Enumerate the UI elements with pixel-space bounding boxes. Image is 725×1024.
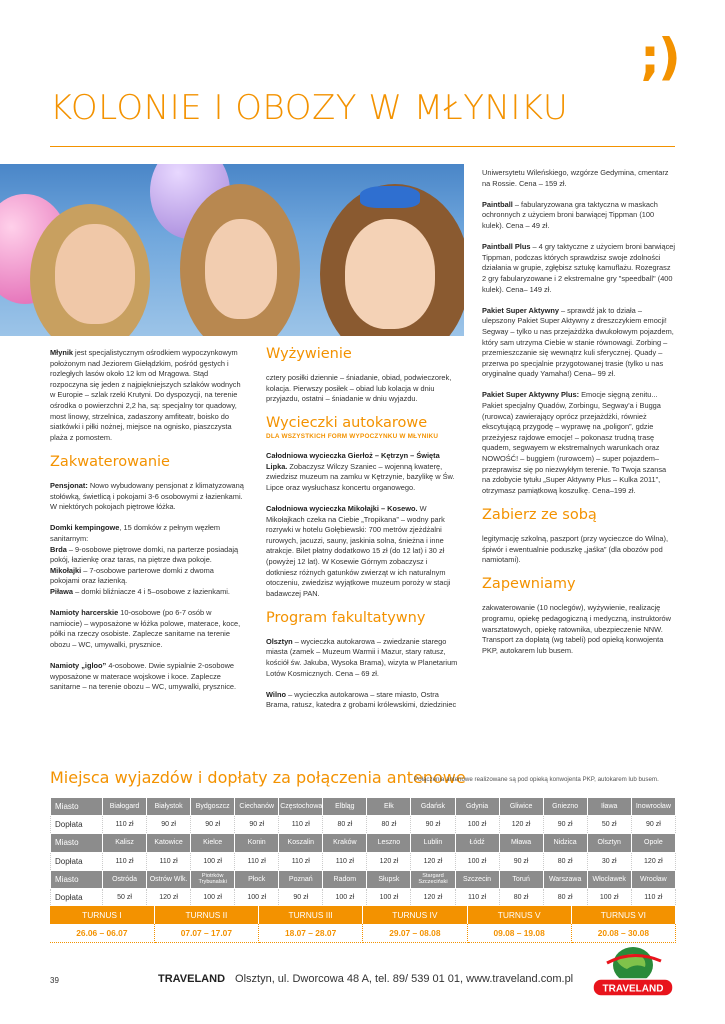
city-cell: Ciechanów [235, 798, 279, 816]
olsztyn-text: – wycieczka autokarowa – zwiedzanie starego miasta (zamek – Muzeum Warmii i Mazur, stary ratusz, kościół św. Jakuba, Wysoka Brama), wizyta w Planetarium Lotów Kosmicznych. Cena – 69 zł. [266, 636, 458, 678]
pakiet-plus-text: Emocje sięgną zenitu... Pakiet specjalny Quadów, Zorbingu, Segway'a i Bugga (rurowca) zawierający oprócz przejażdżki, również ekscytującą przygodę – wyprawę na „poligon”, gdzie przeżyjesz rajdowe emocje! – pokonasz trudną trasę quadem, segwayem w ekstremalnych warunkach oraz NOWOŚĆ! – buggiem (rurowcem) – super pojazdem– przeprawisz się po niezwykłym terenie. To Twoja szansa na zdobycie tytułu „Super Aktywny Plus – Kulka 2011”, otrzymasz pamiątkową koszulkę. Cena–199 zł. [482, 390, 667, 495]
turnus-label: TURNUS VI [571, 906, 675, 924]
turnus-table [50, 906, 676, 943]
wilno-text: – wycieczka autokarowa – stare miasto, Ostra Brama, ratusz, katedra z grobami królewskimi, dziedziniec [266, 689, 457, 710]
price-cell: 80 zł [323, 816, 367, 834]
price-cell: 100 zł [367, 888, 411, 906]
price-cell: 100 zł [587, 888, 631, 906]
turnus-label: TURNUS IV [363, 906, 467, 924]
heading-zapewniamy: Zapewniamy [482, 576, 576, 593]
price-cell: 80 zł [543, 888, 587, 906]
city-cell: Elbląg [323, 798, 367, 816]
city-cell: Gdańsk [411, 798, 455, 816]
paintball-text: – fabularyzowana gra taktyczna w maskach ochronnych z użyciem broni barwiącej Tippman (100 kulek). Cena – 49 zł. [482, 199, 658, 230]
turnus-dates: 26.06 – 06.07 [50, 924, 154, 942]
emoticon-logo: ;) [640, 28, 679, 86]
wyzywienie-text: cztery posiłki dziennie – śniadanie, obiad, podwieczorek, kolacja. Pierwszy posiłek – obiad lub kolacja w dniu przyjazdu, ostatni – śniadanie w dniu wyjazdu. [266, 373, 452, 404]
city-row-label: Miasto [51, 834, 103, 852]
mikolajki-text: – 7-osobowe parterowe domki z dwoma pokojami oraz łazienką. [50, 565, 214, 586]
city-cell: Olsztyn [587, 834, 631, 852]
pilawa-text: – domki bliźniacze 4 i 5–osobowe z łazienkami. [73, 586, 230, 596]
city-cell: Bydgoszcz [191, 798, 235, 816]
paintball-plus-bold: Paintball Plus [482, 242, 531, 252]
heading-program: Program fakultatywny [266, 609, 426, 626]
city-cell: Ostróda [103, 870, 147, 888]
price-cell: 120 zł [499, 816, 543, 834]
city-row [51, 798, 676, 816]
column-3 [482, 168, 676, 667]
price-cell: 100 zł [191, 888, 235, 906]
zapewniamy-text: zakwaterowanie (10 noclegów), wyżywienie, realizację programu, opiekę pedagogiczną i medyczną, instruktorów warsztatowych, opiekę ratownika, ubezpieczenie NNW. Transport za dopłatą (wg tabeli) pod opieką konwojenta PKP, autokarem lub busem. [482, 603, 671, 655]
wycieczka1-text: Zobaczysz Wilczy Szaniec – wojenną kwaterę, zwiedzisz muzeum na zamku w Kętrzynie, bazylikę w Św. Lipce oraz wysłuchasz koncertu organowego. [266, 461, 455, 492]
logo-text: TRAVELAND [602, 983, 664, 995]
price-cell: 110 zł [323, 852, 367, 870]
pakiet-plus-bold: Pakiet Super Aktywny Plus: [482, 390, 580, 400]
price-cell: 120 zł [411, 888, 455, 906]
price-cell: 30 zł [587, 852, 631, 870]
city-cell: Iława [587, 798, 631, 816]
city-cell: Słupsk [367, 870, 411, 888]
departures-table [50, 797, 676, 907]
city-cell: Mława [499, 834, 543, 852]
city-cell: Warszawa [543, 870, 587, 888]
city-cell: Nidzica [543, 834, 587, 852]
price-cell: 90 zł [191, 816, 235, 834]
city-cell: Stargard Szczeciński [411, 870, 455, 888]
turnus-dates: 07.07 – 17.07 [154, 924, 258, 942]
iglo-text: 4-osobowe. Dwie sypialnie 2-osobowe wyposażone w materace wojskowe i koce. Zaplecze sanitarne – na terenie obozu – WC, umywalki, prysznice. [50, 661, 237, 692]
city-row [51, 870, 676, 888]
price-cell: 90 zł [543, 816, 587, 834]
pakiet-text: – sprawdź jak to działa – ulepszony Pakiet Super Aktywny z dreszczykiem emocji! Segway – tylko u nas przejażdżka dwukołowym pojazdem, który sam utrzyma Ciebie w stanie równowagi. Zorbing – przemieszczanie się wewnątrz kuli sferycznej. Quady – przerwa po specjalnie przygotowanej trasie (tylko u nas oryginalne quady Yamaha!) Cena– 99 zł. [482, 305, 674, 379]
domki-bold: Domki kempingowe [50, 523, 120, 533]
zabierz-text: legitymację szkolną, paszport (przy wycieczce do Wilna), śpiwór i ewentualnie poduszkę „jaśka” (dla obozów pod namiotami). [482, 534, 669, 565]
page-title: KOLONIE I OBOZY W MŁYNIKU [50, 88, 569, 128]
price-cell: 80 zł [499, 888, 543, 906]
turnus-dates: 09.08 – 19.08 [467, 924, 571, 942]
price-cell: 100 zł [455, 816, 499, 834]
price-cell: 90 zł [235, 816, 279, 834]
subheading-wycieczki: DLA WSZYSTKICH FORM WYPOCZYNKU W MŁYNIKU [266, 433, 439, 441]
city-row [51, 834, 676, 852]
footer-brand: TRAVELAND [158, 973, 226, 985]
city-cell: Lublin [411, 834, 455, 852]
price-row-label: Dopłata [51, 852, 103, 870]
heading-wyzywienie: Wyżywienie [266, 346, 352, 362]
city-cell: Kalisz [103, 834, 147, 852]
pensjonat-bold: Pensjonat: [50, 480, 88, 490]
price-cell: 110 zł [631, 888, 675, 906]
girl-right-face [345, 219, 435, 329]
wilno-continued: Uniwersytetu Wileńskiego, wzgórze Gedymina, cmentarz na Rossie. Cena – 159 zł. [482, 168, 669, 188]
city-cell: Płock [235, 870, 279, 888]
departures-title: Miejsca wyjazdów i dopłaty za połączenia antenowe [50, 768, 466, 787]
namioty-bold: Namioty harcerskie [50, 608, 119, 618]
city-cell: Ostrów Wlk. [147, 870, 191, 888]
brda-bold: Brda [50, 544, 67, 554]
turnus-dates: 18.07 – 28.07 [259, 924, 363, 942]
olsztyn-bold: Olsztyn [266, 636, 293, 646]
city-row-label: Miasto [51, 870, 103, 888]
city-cell: Kraków [323, 834, 367, 852]
turnus-label: TURNUS V [467, 906, 571, 924]
price-cell: 50 zł [103, 888, 147, 906]
price-cell: 90 zł [631, 816, 675, 834]
paintball-plus-text: – 4 gry taktyczne z użyciem broni barwiącej Tippman, podczas których sprawdzisz swoje zdolności działania w grupie, zgłębisz sztukę kamuflażu. Rozegrasz 2 gry fabularyzowane i 2 ekstremalne gry "speedball" (400 kulek). Cena– 149 zł. [482, 242, 676, 294]
city-cell: Gdynia [455, 798, 499, 816]
city-cell: Katowice [147, 834, 191, 852]
turnus-label: TURNUS II [154, 906, 258, 924]
wilno-bold: Wilno [266, 689, 287, 699]
price-row [51, 852, 676, 870]
price-cell: 120 zł [367, 852, 411, 870]
price-cell: 110 zł [279, 852, 323, 870]
mikolajki-bold: Mikołajki [50, 565, 82, 575]
domki-text: , 15 domków z pełnym węzłem sanitarnym: [50, 523, 221, 543]
city-cell: Łódź [455, 834, 499, 852]
paintball-bold: Paintball [482, 199, 513, 209]
turnus-label: TURNUS III [259, 906, 363, 924]
intro-bold: Młynik [50, 348, 73, 357]
price-cell: 120 zł [631, 852, 675, 870]
city-cell: Konin [235, 834, 279, 852]
city-cell: Włocławek [587, 870, 631, 888]
footer-address: Olsztyn, ul. Dworcowa 48 A, tel. 89/ 539 01 01, www.traveland.com.pl [235, 973, 574, 985]
city-cell: Leszno [367, 834, 411, 852]
price-cell: 90 zł [411, 816, 455, 834]
city-cell: Białystok [147, 798, 191, 816]
city-cell: Radom [323, 870, 367, 888]
city-cell: Gliwice [499, 798, 543, 816]
price-row-label: Dopłata [51, 816, 103, 834]
wycieczka1-bold: Całodniowa wycieczka Gierłoż – Kętrzyn – Święta Lipka. [266, 450, 440, 471]
price-cell: 90 zł [499, 852, 543, 870]
price-cell: 100 zł [455, 852, 499, 870]
price-row-label: Dopłata [51, 888, 103, 906]
price-cell: 100 zł [235, 888, 279, 906]
turnus-dates: 29.07 – 08.08 [363, 924, 467, 942]
heading-zabierz: Zabierz ze sobą [482, 507, 597, 523]
price-cell: 80 zł [543, 852, 587, 870]
city-cell: Opole [631, 834, 675, 852]
city-row-label: Miasto [51, 798, 103, 816]
pakiet-bold: Pakiet Super Aktywny [482, 305, 559, 315]
intro-text: jest specjalistycznym ośrodkiem wypoczynkowym położonym nad Jeziorem Giełądzkim, pośród gęstych i rozległych lasów około 12 km od Mrągowa. Stąd rozpoczyna się jeden z najpiękniejszych szlaków wodnych w Europie – szlak rzeki Krutyni. Do dyspozycji, na terenie ośrodka o powierzchni 2,2 ha, są: specjalny tor quadowy, most linowy, strzelnica, zadaszony amfiteatr, boisko do siatkówki i piłki nożnej, miejsce na ognisko, piaszczysta plaża z pomostem. [50, 348, 241, 442]
pilawa-bold: Piława [50, 586, 74, 596]
girl-left-face [55, 224, 135, 324]
price-cell: 110 zł [103, 816, 147, 834]
city-cell: Koszalin [279, 834, 323, 852]
price-cell: 110 zł [455, 888, 499, 906]
namioty-text: 10-osobowe (po 6-7 osób w namiocie) – wyposażone w łóżka polowe, materace, koce, półki na rzeczy osobiste. Zaplecze sanitarne na terenie obozu – WC, umywalki, prysznice. [50, 608, 241, 649]
price-cell: 120 zł [411, 852, 455, 870]
heading-wycieczki: Wycieczki autokarowe [266, 415, 428, 432]
price-cell: 90 zł [279, 888, 323, 906]
price-cell: 110 zł [103, 852, 147, 870]
page-number: 39 [50, 976, 59, 985]
turnus-label: TURNUS I [50, 906, 154, 924]
departures-note: Połączenia antenowe realizowane są pod opieką konwojenta PKP, autokarem lub busem. [414, 776, 659, 783]
heading-zakwaterowanie: Zakwaterowanie [50, 453, 170, 470]
city-cell: Piotrków Trybunalski [191, 870, 235, 888]
blue-hair-bow [360, 186, 420, 208]
city-cell: Białogard [103, 798, 147, 816]
footer-contact [158, 973, 573, 985]
price-row [51, 888, 676, 906]
price-row [51, 816, 676, 834]
city-cell: Gniezno [543, 798, 587, 816]
price-cell: 90 zł [147, 816, 191, 834]
traveland-logo [587, 943, 679, 1003]
girl-middle-face [205, 219, 277, 319]
city-cell: Ełk [367, 798, 411, 816]
price-cell: 110 zł [279, 816, 323, 834]
city-cell: Częstochowa [279, 798, 323, 816]
price-cell: 50 zł [587, 816, 631, 834]
column-2 [266, 340, 460, 722]
city-cell: Poznań [279, 870, 323, 888]
pensjonat-text: Nowo wybudowany pensjonat z klimatyzowaną stołówką, świetlicą i pokojami 3-6 osobowymi z łazienkami. W niektórych pokojach piętrowe łóżka. [50, 480, 244, 512]
price-cell: 120 zł [147, 888, 191, 906]
wycieczka2-text: W Mikołajkach czeka na Ciebie „Tropikana” – wodny park rozrywki w hotelu Gołębiewski: 700 metrów zjeżdżalni rurowych, jacuzzi, sauny, jaskinia solna, śnieżna i inne atrakcje. Bilet płatny dodatkowo 15 zł (do 12 lat) i 30 zł (powyżej 12 lat). W Kosewie Górnym zobaczysz i dotkniesz różnych gatunków zwierząt w ich naturalnym otoczeniu, zwiedzisz wyjątkowe muzeum poroży w stacji badawczej PAN. [266, 503, 451, 598]
column-1 [50, 348, 244, 703]
city-cell: Wrocław [631, 870, 675, 888]
title-divider [50, 146, 675, 147]
turnus-dates: 20.08 – 30.08 [571, 924, 675, 942]
price-cell: 110 zł [235, 852, 279, 870]
iglo-bold: Namioty „igloo” [50, 661, 107, 671]
hero-photo [0, 164, 464, 336]
city-cell: Inowrocław [631, 798, 675, 816]
city-cell: Toruń [499, 870, 543, 888]
city-cell: Szczecin [455, 870, 499, 888]
wycieczka2-bold: Całodniowa wycieczka Mikołajki – Kosewo. [266, 503, 418, 513]
city-cell: Kielce [191, 834, 235, 852]
price-cell: 100 zł [323, 888, 367, 906]
brda-text: – 9-osobowe piętrowe domki, na parterze posiadają pokój, łazienkę oraz taras, na piętrze dwa pokoje. [50, 544, 239, 565]
price-cell: 100 zł [191, 852, 235, 870]
price-cell: 80 zł [367, 816, 411, 834]
price-cell: 110 zł [147, 852, 191, 870]
